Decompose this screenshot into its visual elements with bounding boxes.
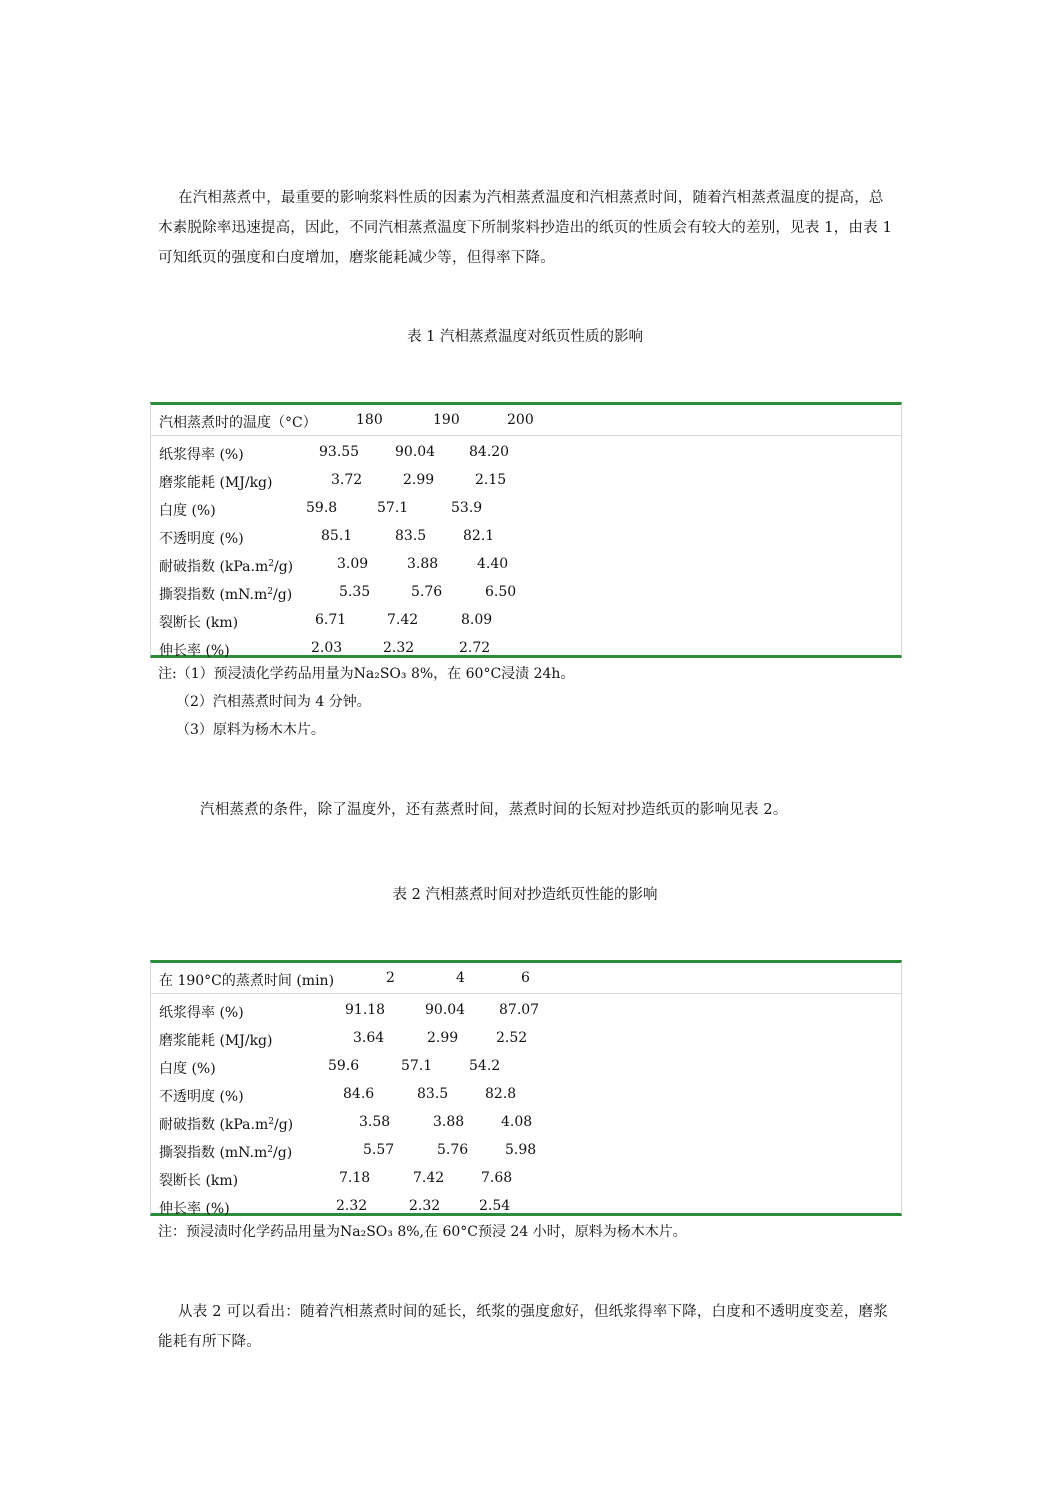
table1-cell: 4.40 — [477, 556, 509, 572]
table1-row-label: 裂断长 (km) — [159, 615, 239, 631]
table2-cell: 59.6 — [328, 1058, 360, 1074]
table1-cell: 6.71 — [315, 612, 347, 628]
table1-cell: 59.8 — [306, 500, 338, 516]
table2-cell: 2.99 — [427, 1030, 459, 1046]
table1-row-label: 不透明度 (%) — [159, 531, 244, 547]
table1-header-row — [151, 405, 901, 436]
table1-header-col: 180 — [356, 412, 383, 428]
table1-row-label: 白度 (%) — [159, 503, 216, 519]
conclusion-paragraph: 从表 2 可以看出：随着汽相蒸煮时间的延长，纸浆的强度愈好，但纸浆得率下降，白度和不透明度变差，磨浆能耗有所下降。 — [158, 1304, 888, 1350]
table1-cell: 57.1 — [377, 500, 409, 516]
table2-cell: 2.52 — [496, 1030, 528, 1046]
table1-caption: 表 1 汽相蒸煮温度对纸页性质的影响 — [407, 329, 643, 345]
table1-row-label: 纸浆得率 (%) — [159, 447, 244, 463]
table1-cell: 90.04 — [395, 444, 436, 460]
table1-row-label: 撕裂指数 $(mN.m^2/g)$ — [159, 587, 293, 603]
table2-cell: 5.76 — [437, 1142, 469, 1158]
table2-row-label: 白度 (%) — [159, 1061, 216, 1077]
table1-cell: 6.50 — [485, 584, 517, 600]
table1-header-col: 190 — [433, 412, 460, 428]
table1-cell: 5.35 — [339, 584, 371, 600]
table1-note: （3）原料为杨木木片。 — [176, 722, 325, 738]
table1-cell: 2.15 — [475, 472, 507, 488]
table2-row-label: 纸浆得率 (%) — [159, 1005, 244, 1021]
table1-header-label: 汽相蒸煮时的温度（°C） — [159, 415, 317, 431]
table1-note: （2）汽相蒸煮时间为 4 分钟。 — [176, 694, 371, 710]
table1-cell: 84.20 — [469, 444, 510, 460]
table1-cell: 82.1 — [463, 528, 495, 544]
table2-header-col: 6 — [521, 970, 530, 986]
table1 — [150, 402, 902, 658]
table1-header-col: 200 — [507, 412, 534, 428]
table2-cell: 5.98 — [505, 1142, 537, 1158]
intro-paragraph: 在汽相蒸煮中，最重要的影响浆料性质的因素为汽相蒸煮温度和汽相蒸煮时间，随着汽相蒸煮温度的提高，总木素脱除率迅速提高，因此，不同汽相蒸煮温度下所制浆料抄造出的纸页的性质会有较大的差别，见表 1，由表 1 可知纸页的强度和白度增加，磨浆能耗减少等，但得率下降。 — [158, 190, 893, 266]
table2-cell: 91.18 — [345, 1002, 386, 1018]
table2-cell: 3.88 — [433, 1114, 465, 1130]
table1-cell: 2.99 — [403, 472, 435, 488]
table2-cell: 7.68 — [481, 1170, 513, 1186]
table2-cell: 3.64 — [353, 1030, 385, 1046]
table2-cell: 5.57 — [363, 1142, 395, 1158]
table1-cell: 8.09 — [461, 612, 493, 628]
table2-cell: 2.32 — [336, 1198, 368, 1214]
table2-row-label: 磨浆能耗 (MJ/kg) — [159, 1033, 273, 1049]
table2-header-label: 在 190°C的蒸煮时间 (min) — [159, 973, 335, 989]
table1-cell: 53.9 — [451, 500, 483, 516]
table1-cell: 2.03 — [311, 640, 343, 656]
table2-cell: 7.42 — [413, 1170, 445, 1186]
table1-cell: 83.5 — [395, 528, 427, 544]
table2-caption: 表 2 汽相蒸煮时间对抄造纸页性能的影响 — [392, 887, 658, 903]
table2-cell: 84.6 — [343, 1086, 375, 1102]
table2-row-label: 耐破指数 $(kPa.m^2/g)$ — [159, 1117, 294, 1133]
table2 — [150, 960, 902, 1216]
table2-cell: 3.58 — [359, 1114, 391, 1130]
table1-cell: 5.76 — [411, 584, 443, 600]
table2-cell: 87.07 — [499, 1002, 540, 1018]
table2-header-col: 4 — [456, 970, 465, 986]
table2-cell: 54.2 — [469, 1058, 501, 1074]
transition-paragraph: 汽相蒸煮的条件，除了温度外，还有蒸煮时间，蒸煮时间的长短对抄造纸页的影响见表 2。 — [200, 802, 788, 818]
table1-row-label: 伸长率 (%) — [159, 643, 230, 659]
table1-cell: 2.72 — [459, 640, 491, 656]
table1-cell: 93.55 — [319, 444, 360, 460]
table2-note: 注：预浸渍时化学药品用量为Na₂SO₃ 8%,在 60°C预浸 24 小时，原料为杨木木片。 — [158, 1224, 687, 1240]
table2-cell: 57.1 — [401, 1058, 433, 1074]
table2-row-label: 不透明度 (%) — [159, 1089, 244, 1105]
table1-cell: 2.32 — [383, 640, 415, 656]
table2-header-row — [151, 963, 901, 994]
table1-cell: 7.42 — [387, 612, 419, 628]
table1-cell: 3.09 — [337, 556, 369, 572]
table2-cell: 2.32 — [409, 1198, 441, 1214]
table1-row-label: 磨浆能耗 (MJ/kg) — [159, 475, 273, 491]
table2-cell: 4.08 — [501, 1114, 533, 1130]
table2-cell: 82.8 — [485, 1086, 517, 1102]
table2-cell: 83.5 — [417, 1086, 449, 1102]
table2-row-label: 裂断长 (km) — [159, 1173, 239, 1189]
table2-header-col: 2 — [386, 970, 395, 986]
table1-cell: 85.1 — [321, 528, 353, 544]
table2-cell: 90.04 — [425, 1002, 466, 1018]
table1-cell: 3.72 — [331, 472, 363, 488]
table2-cell: 2.54 — [479, 1198, 511, 1214]
table1-row-label: 耐破指数 $(kPa.m^2/g)$ — [159, 559, 294, 575]
table1-cell: 3.88 — [407, 556, 439, 572]
table2-cell: 7.18 — [339, 1170, 371, 1186]
table2-row-label: 伸长率 (%) — [159, 1201, 230, 1217]
table1-note: 注:（1）预浸渍化学药品用量为Na₂SO₃ 8%，在 60°C浸渍 24h。 — [158, 666, 575, 682]
table2-row-label: 撕裂指数 $(mN.m^2/g)$ — [159, 1145, 293, 1161]
